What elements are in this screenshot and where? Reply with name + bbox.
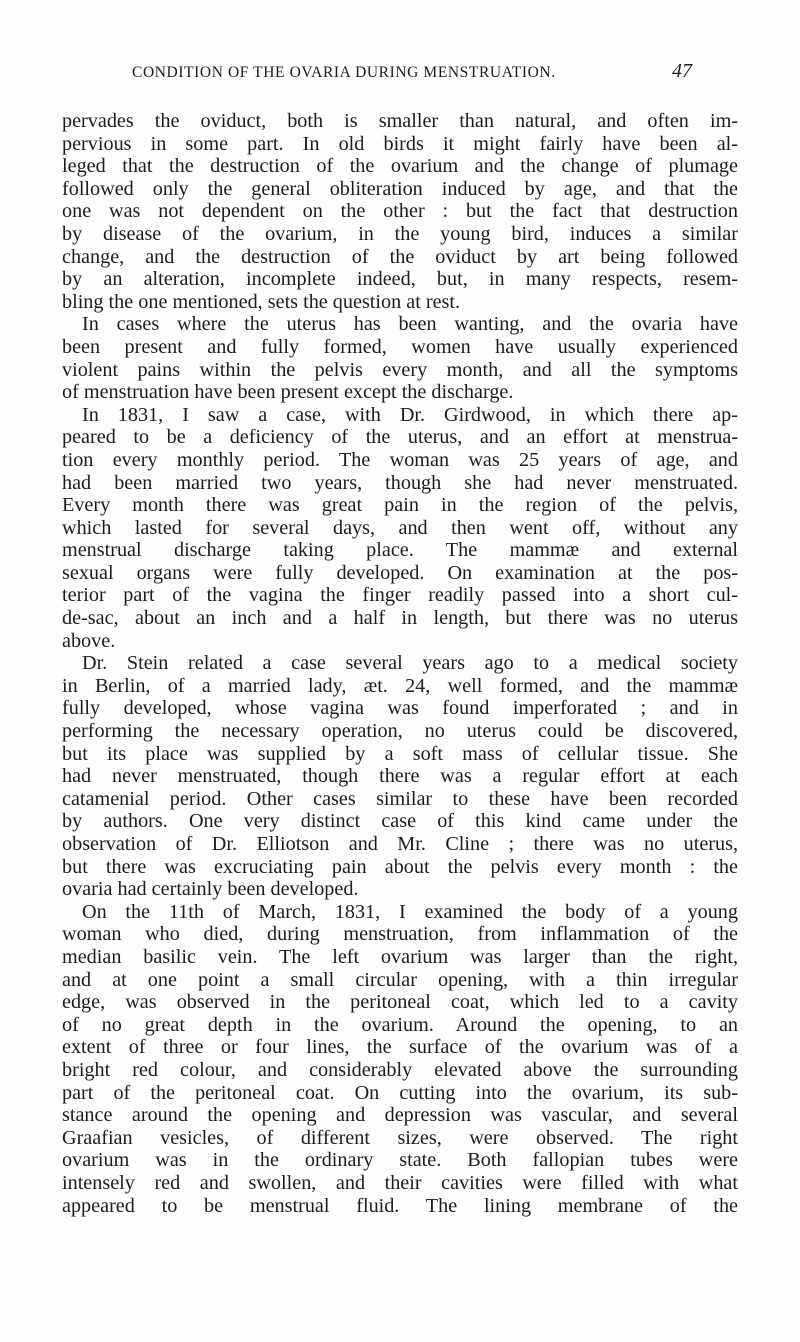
text-line: change, and the destruction of the oviduct by art being followed — [62, 245, 738, 268]
text-line: woman who died, during menstruation, from inflammation of the — [62, 923, 738, 946]
text-line: of menstruation have been present except the discharge. — [62, 381, 514, 404]
text-line: edge, was observed in the peritoneal coat, which led to a cavity — [62, 991, 738, 1014]
text-line: catamenial period. Other cases similar to these have been recorded — [62, 787, 738, 810]
text-line: extent of three or four lines, the surface of the ovarium was of a — [62, 1036, 738, 1059]
text-line: terior part of the vagina the finger readily passed into a short cul- — [62, 584, 738, 607]
text-line: In 1831, I saw a case, with Dr. Girdwood, in which there ap- — [82, 403, 738, 426]
text-line: followed only the general obliteration induced by age, and that the — [62, 177, 738, 200]
text-line: had never menstruated, though there was a regular effort at each — [62, 765, 738, 788]
text-line: observation of Dr. Elliotson and Mr. Cline ; there was no uterus, — [62, 833, 738, 855]
text-line: Graafian vesicles, of different sizes, were observed. The right — [62, 1126, 738, 1149]
text-line: performing the necessary operation, no uterus could be discovered, — [62, 720, 738, 743]
text-line: tion every monthly period. The woman was 25 years of age, and — [62, 448, 738, 471]
text-line: On the 11th of March, 1831, I examined the body of a young — [82, 900, 738, 923]
paragraph — [62, 313, 738, 403]
text-line: part of the peritoneal coat. On cutting into the ovarium, its sub- — [62, 1081, 738, 1104]
text-line: pervious in some part. In old birds it might fairly have been al- — [62, 132, 738, 155]
page-number: 47 — [672, 60, 692, 82]
text-line: been present and fully formed, women have usually experienced — [62, 335, 738, 358]
running-head — [132, 60, 692, 90]
text-line: In cases where the uterus has been wanting, and the ovaria have — [82, 313, 738, 336]
text-line: ovarium was in the ordinary state. Both fallopian tubes were — [62, 1149, 738, 1172]
text-line: in Berlin, of a married lady, æt. 24, well formed, and the mammæ — [62, 674, 738, 697]
text-line: but its place was supplied by a soft mass of cellular tissue. She — [62, 742, 738, 765]
text-line: but there was excruciating pain about the pelvis every month : the — [62, 855, 738, 878]
text-line: de-sac, about an inch and a half in length, but there was no uterus — [62, 607, 738, 630]
text-line: pervades the oviduct, both is smaller than natural, and often im- — [62, 110, 738, 132]
text-line: Dr. Stein related a case several years ago to a medical society — [82, 652, 738, 675]
text-line: above. — [62, 629, 116, 652]
text-line: had been married two years, though she had never menstruated. — [62, 471, 738, 494]
text-line: which lasted for several days, and then went off, without any — [62, 516, 738, 539]
paragraph — [62, 652, 738, 901]
paragraph — [62, 901, 738, 1217]
text-line: one was not dependent on the other : but the fact that destruction — [62, 200, 738, 223]
text-line: ovaria had certainly been developed. — [62, 878, 359, 901]
paragraph — [62, 110, 738, 313]
text-line: by authors. One very distinct case of this kind came under the — [62, 810, 738, 833]
text-line: leged that the destruction of the ovarium and the change of plumage — [62, 155, 738, 178]
text-line: Every month there was great pain in the region of the pelvis, — [62, 494, 738, 517]
text-line: by an alteration, incomplete indeed, but, in many respects, resem- — [62, 268, 738, 291]
text-line: by disease of the ovarium, in the young bird, induces a similar — [62, 222, 738, 245]
text-line: median basilic vein. The left ovarium was larger than the right, — [62, 945, 738, 968]
text-line: stance around the opening and depression was vascular, and several — [62, 1104, 738, 1127]
text-line: menstrual discharge taking place. The mammæ and external — [62, 539, 738, 562]
text-line: of no great depth in the ovarium. Around the opening, to an — [62, 1013, 738, 1036]
text-line: appeared to be menstrual fluid. The lining membrane of the — [62, 1194, 738, 1217]
body-text — [62, 110, 738, 1217]
text-line: fully developed, whose vagina was found imperforated ; and in — [62, 697, 738, 720]
paragraph — [62, 404, 738, 653]
text-line: intensely red and swollen, and their cavities were filled with what — [62, 1171, 738, 1194]
text-line: sexual organs were fully developed. On examination at the pos- — [62, 561, 738, 584]
text-line: peared to be a deficiency of the uterus, and an effort at menstrua- — [62, 426, 738, 449]
text-line: bling the one mentioned, sets the question at rest. — [62, 290, 461, 313]
text-line: bright red colour, and considerably elevated above the surrounding — [62, 1058, 738, 1081]
text-line: and at one point a small circular opening, with a thin irregular — [62, 968, 738, 991]
text-line: violent pains within the pelvis every month, and all the symptoms — [62, 358, 738, 381]
running-title: CONDITION OF THE OVARIA DURING MENSTRUATION. — [132, 64, 556, 81]
